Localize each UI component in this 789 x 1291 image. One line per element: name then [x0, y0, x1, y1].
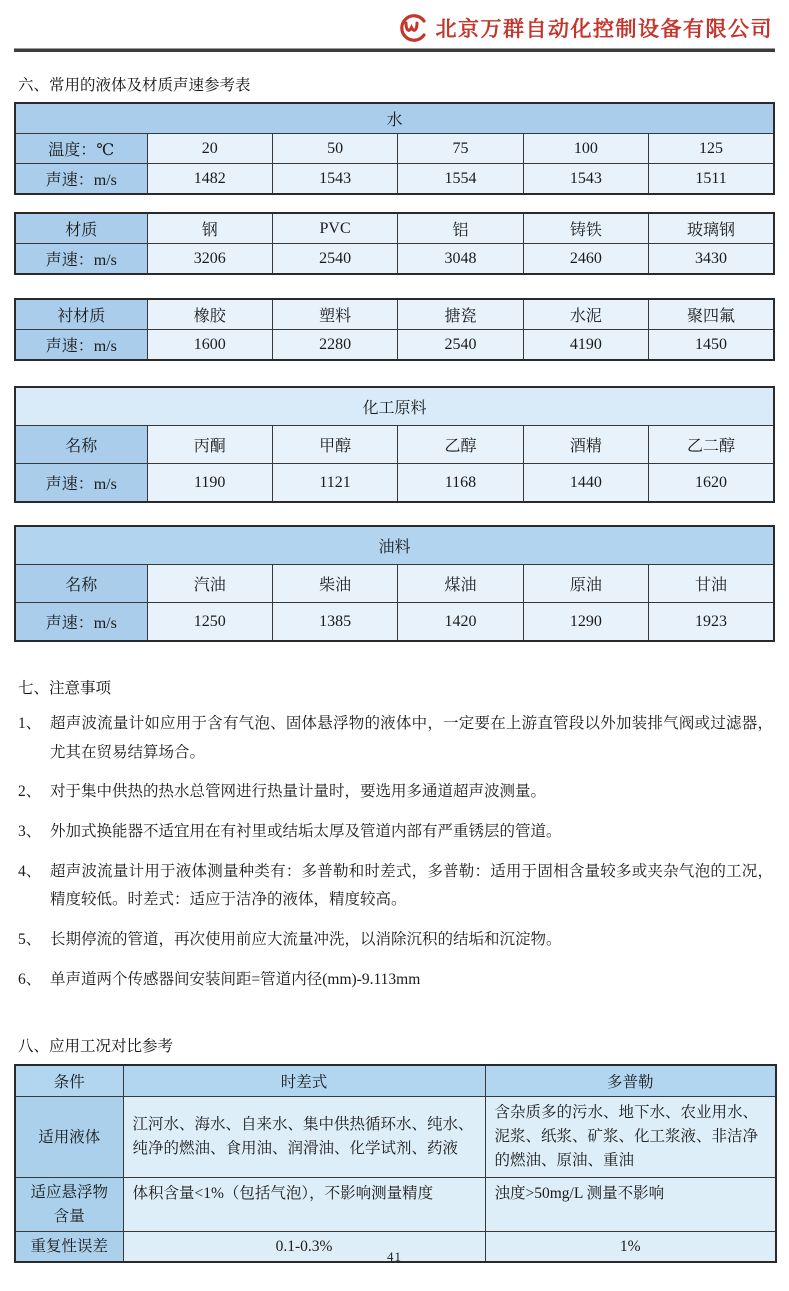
page-footer	[0, 1248, 789, 1266]
row-label-cell: 声速：m/s	[15, 603, 147, 642]
value-cell: 1600	[147, 330, 272, 361]
value-cell: 铝	[398, 213, 523, 244]
value-cell: 3430	[649, 244, 774, 275]
company-name: 北京万群自动化控制设备有限公司	[435, 17, 773, 41]
value-cell: 酒精	[523, 426, 648, 464]
header-divider	[14, 48, 775, 52]
row-label-cell: 名称	[15, 426, 147, 464]
value-cell: 丙酮	[147, 426, 272, 464]
value-cell: 50	[272, 134, 397, 164]
water-speed-table	[14, 102, 775, 195]
value-cell: 125	[649, 134, 774, 164]
page-number: 41	[387, 1249, 402, 1264]
column-header-cell: 条件	[15, 1065, 123, 1097]
section-8-title: 八、应用工况对比参考	[18, 1038, 174, 1056]
value-cell: 铸铁	[523, 213, 648, 244]
table-row	[15, 1065, 776, 1097]
row-label-cell: 声速：m/s	[15, 164, 147, 195]
value-cell: 2280	[272, 330, 397, 361]
table-row	[15, 1097, 776, 1178]
table-row	[15, 464, 774, 503]
value-cell: 浊度>50mg/L 测量不影响	[485, 1178, 776, 1232]
value-cell: 1385	[272, 603, 397, 642]
page-header	[14, 0, 775, 52]
value-cell: 柴油	[272, 565, 397, 603]
value-cell: 体积含量<1%（包括气泡），不影响测量精度	[123, 1178, 485, 1232]
table-row	[15, 103, 774, 134]
value-cell: 1%	[485, 1231, 776, 1262]
value-cell: 水泥	[523, 299, 648, 330]
row-label-cell: 声速：m/s	[15, 464, 147, 503]
value-cell: 1923	[649, 603, 774, 642]
value-cell: 2460	[523, 244, 648, 275]
value-cell: 聚四氟	[649, 299, 774, 330]
value-cell: 1168	[398, 464, 523, 503]
row-label-cell: 声速：m/s	[15, 330, 147, 361]
notes-list	[14, 710, 775, 994]
table-row	[15, 244, 774, 275]
note-text: 单声道两个传感器间安装间距=管道内径(mm)-9.113mm	[50, 970, 421, 988]
value-cell: 3048	[398, 244, 523, 275]
note-number: 1、	[18, 715, 42, 732]
note-text: 长期停流的管道，再次使用前应大流量冲洗，以消除沉积的结垢和沉淀物。	[50, 931, 562, 949]
note-text: 超声波流量计如应用于含有气泡、固体悬浮物的液体中，一定要在上游直管段以外加装排气阀或过滤器，尤其在贸易结算场合。	[50, 715, 773, 761]
value-cell: 橡胶	[147, 299, 272, 330]
note-number: 3、	[18, 823, 42, 841]
table-row	[15, 565, 774, 603]
row-label-cell: 适用液体	[15, 1097, 123, 1178]
value-cell: PVC	[272, 213, 397, 244]
value-cell: 江河水、海水、自来水、集中供热循环水、纯水、纯净的燃油、食用油、润滑油、化学试剂、药液	[123, 1097, 485, 1178]
table-row	[15, 213, 774, 244]
list-item	[14, 778, 775, 807]
value-cell: 3206	[147, 244, 272, 275]
value-cell: 原油	[523, 565, 648, 603]
table-row	[15, 134, 774, 164]
value-cell: 1290	[523, 603, 648, 642]
value-cell: 1190	[147, 464, 272, 503]
list-item	[14, 858, 775, 915]
value-cell: 4190	[523, 330, 648, 361]
table-row	[15, 1178, 776, 1232]
value-cell: 乙二醇	[649, 426, 774, 464]
chemical-speed-table	[14, 386, 775, 503]
row-label-cell: 材质	[15, 213, 147, 244]
table-row	[15, 603, 774, 642]
application-comparison-table	[14, 1064, 777, 1263]
list-item	[14, 926, 775, 955]
value-cell: 1420	[398, 603, 523, 642]
value-cell: 100	[523, 134, 648, 164]
value-cell: 1543	[523, 164, 648, 195]
value-cell: 含杂质多的污水、地下水、农业用水、泥浆、纸浆、矿浆、化工浆液、非洁净的燃油、原油、重油	[485, 1097, 776, 1178]
note-number: 6、	[18, 970, 42, 988]
value-cell: 塑料	[272, 299, 397, 330]
table-row	[15, 526, 774, 565]
value-cell: 2540	[272, 244, 397, 275]
row-label-cell: 重复性误差	[15, 1231, 123, 1262]
value-cell: 甲醇	[272, 426, 397, 464]
list-item	[14, 818, 775, 847]
value-cell: 乙醇	[398, 426, 523, 464]
note-text: 外加式换能器不适宜用在有衬里或结垢太厚及管道内部有严重锈层的管道。	[50, 823, 562, 841]
value-cell: 钢	[147, 213, 272, 244]
note-number: 4、	[18, 862, 42, 880]
value-cell: 1554	[398, 164, 523, 195]
row-label-cell: 声速：m/s	[15, 244, 147, 275]
row-label-cell: 温度：℃	[15, 134, 147, 164]
value-cell: 1450	[649, 330, 774, 361]
note-number: 2、	[18, 783, 42, 801]
table-row	[15, 164, 774, 195]
value-cell: 1440	[523, 464, 648, 503]
list-item	[14, 710, 775, 767]
note-text: 对于集中供热的热水总管网进行热量计量时，要选用多通道超声波测量。	[50, 783, 547, 801]
table-row	[15, 387, 774, 426]
column-header-cell: 多普勒	[485, 1065, 776, 1097]
table-title-cell: 化工原料	[15, 387, 774, 426]
company-logo-icon	[397, 14, 427, 42]
value-cell: 1482	[147, 164, 272, 195]
row-label-cell: 名称	[15, 565, 147, 603]
table-title-cell: 水	[15, 103, 774, 134]
value-cell: 1543	[272, 164, 397, 195]
note-number: 5、	[18, 931, 42, 949]
brand-row	[14, 0, 775, 48]
value-cell: 1121	[272, 464, 397, 503]
value-cell: 0.1-0.3%	[123, 1231, 485, 1262]
table-title-cell: 油料	[15, 526, 774, 565]
section-7-title: 七、注意事项	[18, 680, 112, 697]
oil-speed-table	[14, 525, 775, 642]
table-row	[15, 330, 774, 361]
section-6-title: 六、常用的液体及材质声速参考表	[18, 77, 251, 94]
table-row	[15, 426, 774, 464]
column-header-cell: 时差式	[123, 1065, 485, 1097]
table-row	[15, 299, 774, 330]
lining-speed-table	[14, 298, 775, 361]
list-item	[14, 966, 775, 995]
row-label-cell: 适应悬浮物含量	[15, 1178, 123, 1232]
value-cell: 搪瓷	[398, 299, 523, 330]
value-cell: 甘油	[649, 565, 774, 603]
material-speed-table	[14, 212, 775, 275]
value-cell: 1620	[649, 464, 774, 503]
value-cell: 20	[147, 134, 272, 164]
value-cell: 玻璃钢	[649, 213, 774, 244]
value-cell: 1250	[147, 603, 272, 642]
note-text: 超声波流量计用于液体测量种类有：多普勒和时差式，多普勒：适用于固相含量较多或夹杂气泡的工况，精度较低。时差式：适应于洁净的液体，精度较高。	[50, 862, 773, 909]
value-cell: 75	[398, 134, 523, 164]
row-label-cell: 衬材质	[15, 299, 147, 330]
value-cell: 2540	[398, 330, 523, 361]
value-cell: 1511	[649, 164, 774, 195]
value-cell: 汽油	[147, 565, 272, 603]
value-cell: 煤油	[398, 565, 523, 603]
